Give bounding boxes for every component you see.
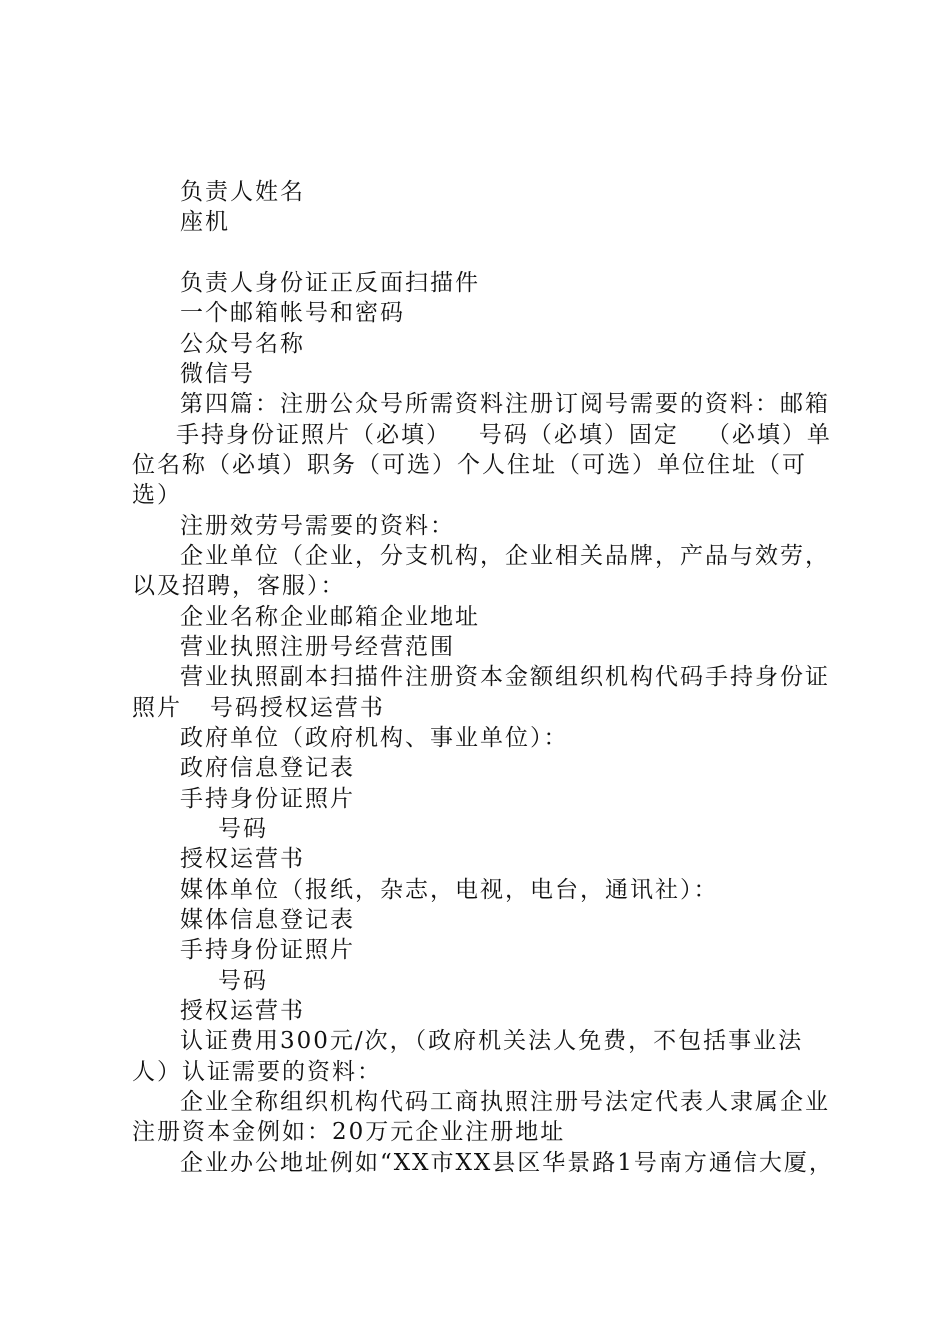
text-line: 授权运营书 bbox=[180, 846, 305, 872]
text-line: 一个邮箱帐号和密码 bbox=[180, 300, 405, 326]
text-line: 照片 号码授权运营书 bbox=[132, 695, 385, 721]
text-line: 营业执照副本扫描件注册资本金额组织机构代码手持身份证 bbox=[180, 664, 830, 690]
text-line: 第四篇：注册公众号所需资料注册订阅号需要的资料：邮箱 bbox=[180, 391, 830, 417]
text-line: 负责人身份证正反面扫描件 bbox=[180, 270, 480, 296]
text-line: 号码 bbox=[218, 816, 268, 842]
text-line: 以及招聘，客服）： bbox=[132, 573, 346, 599]
text-line: 注册资本金例如：20万元企业注册地址 bbox=[132, 1119, 566, 1145]
text-line: 企业名称企业邮箱企业地址 bbox=[180, 604, 480, 630]
text-line: 企业单位（企业，分支机构，企业相关品牌，产品与效劳， bbox=[180, 543, 830, 569]
text-line: 授权运营书 bbox=[180, 998, 305, 1024]
text-line: 营业执照注册号经营范围 bbox=[180, 634, 455, 660]
text-line: 手持身份证照片 bbox=[180, 937, 355, 963]
text-line: 企业全称组织机构代码工商执照注册号法定代表人隶属企业 bbox=[180, 1089, 830, 1115]
text-line: 选） bbox=[132, 482, 182, 508]
text-line: 手持身份证照片（必填） 号码（必填）固定 （必填）单 bbox=[176, 422, 832, 448]
text-line: 负责人姓名 bbox=[180, 179, 305, 205]
text-line: 位名称（必填）职务（可选）个人住址（可选）单位住址（可 bbox=[132, 452, 807, 478]
text-line: 人）认证需要的资料： bbox=[132, 1059, 382, 1085]
text-line: 媒体单位（报纸，杂志，电视，电台，通讯社）： bbox=[180, 877, 719, 903]
text-line: 认证费用300元/次，（政府机关法人免费，不包括事业法 bbox=[180, 1028, 804, 1054]
text-line: 号码 bbox=[218, 968, 268, 994]
text-line: 注册效劳号需要的资料： bbox=[180, 513, 455, 539]
text-line: 座机 bbox=[180, 209, 230, 235]
text-line: 企业办公地址例如“XX市XX县区华景路1号南方通信大厦， bbox=[180, 1150, 834, 1176]
text-line: 公众号名称 bbox=[180, 331, 305, 357]
text-line: 政府单位（政府机构、事业单位）： bbox=[180, 725, 569, 751]
text-line: 媒体信息登记表 bbox=[180, 907, 355, 933]
text-line: 政府信息登记表 bbox=[180, 755, 355, 781]
text-line: 手持身份证照片 bbox=[180, 786, 355, 812]
text-line: 微信号 bbox=[180, 361, 255, 387]
